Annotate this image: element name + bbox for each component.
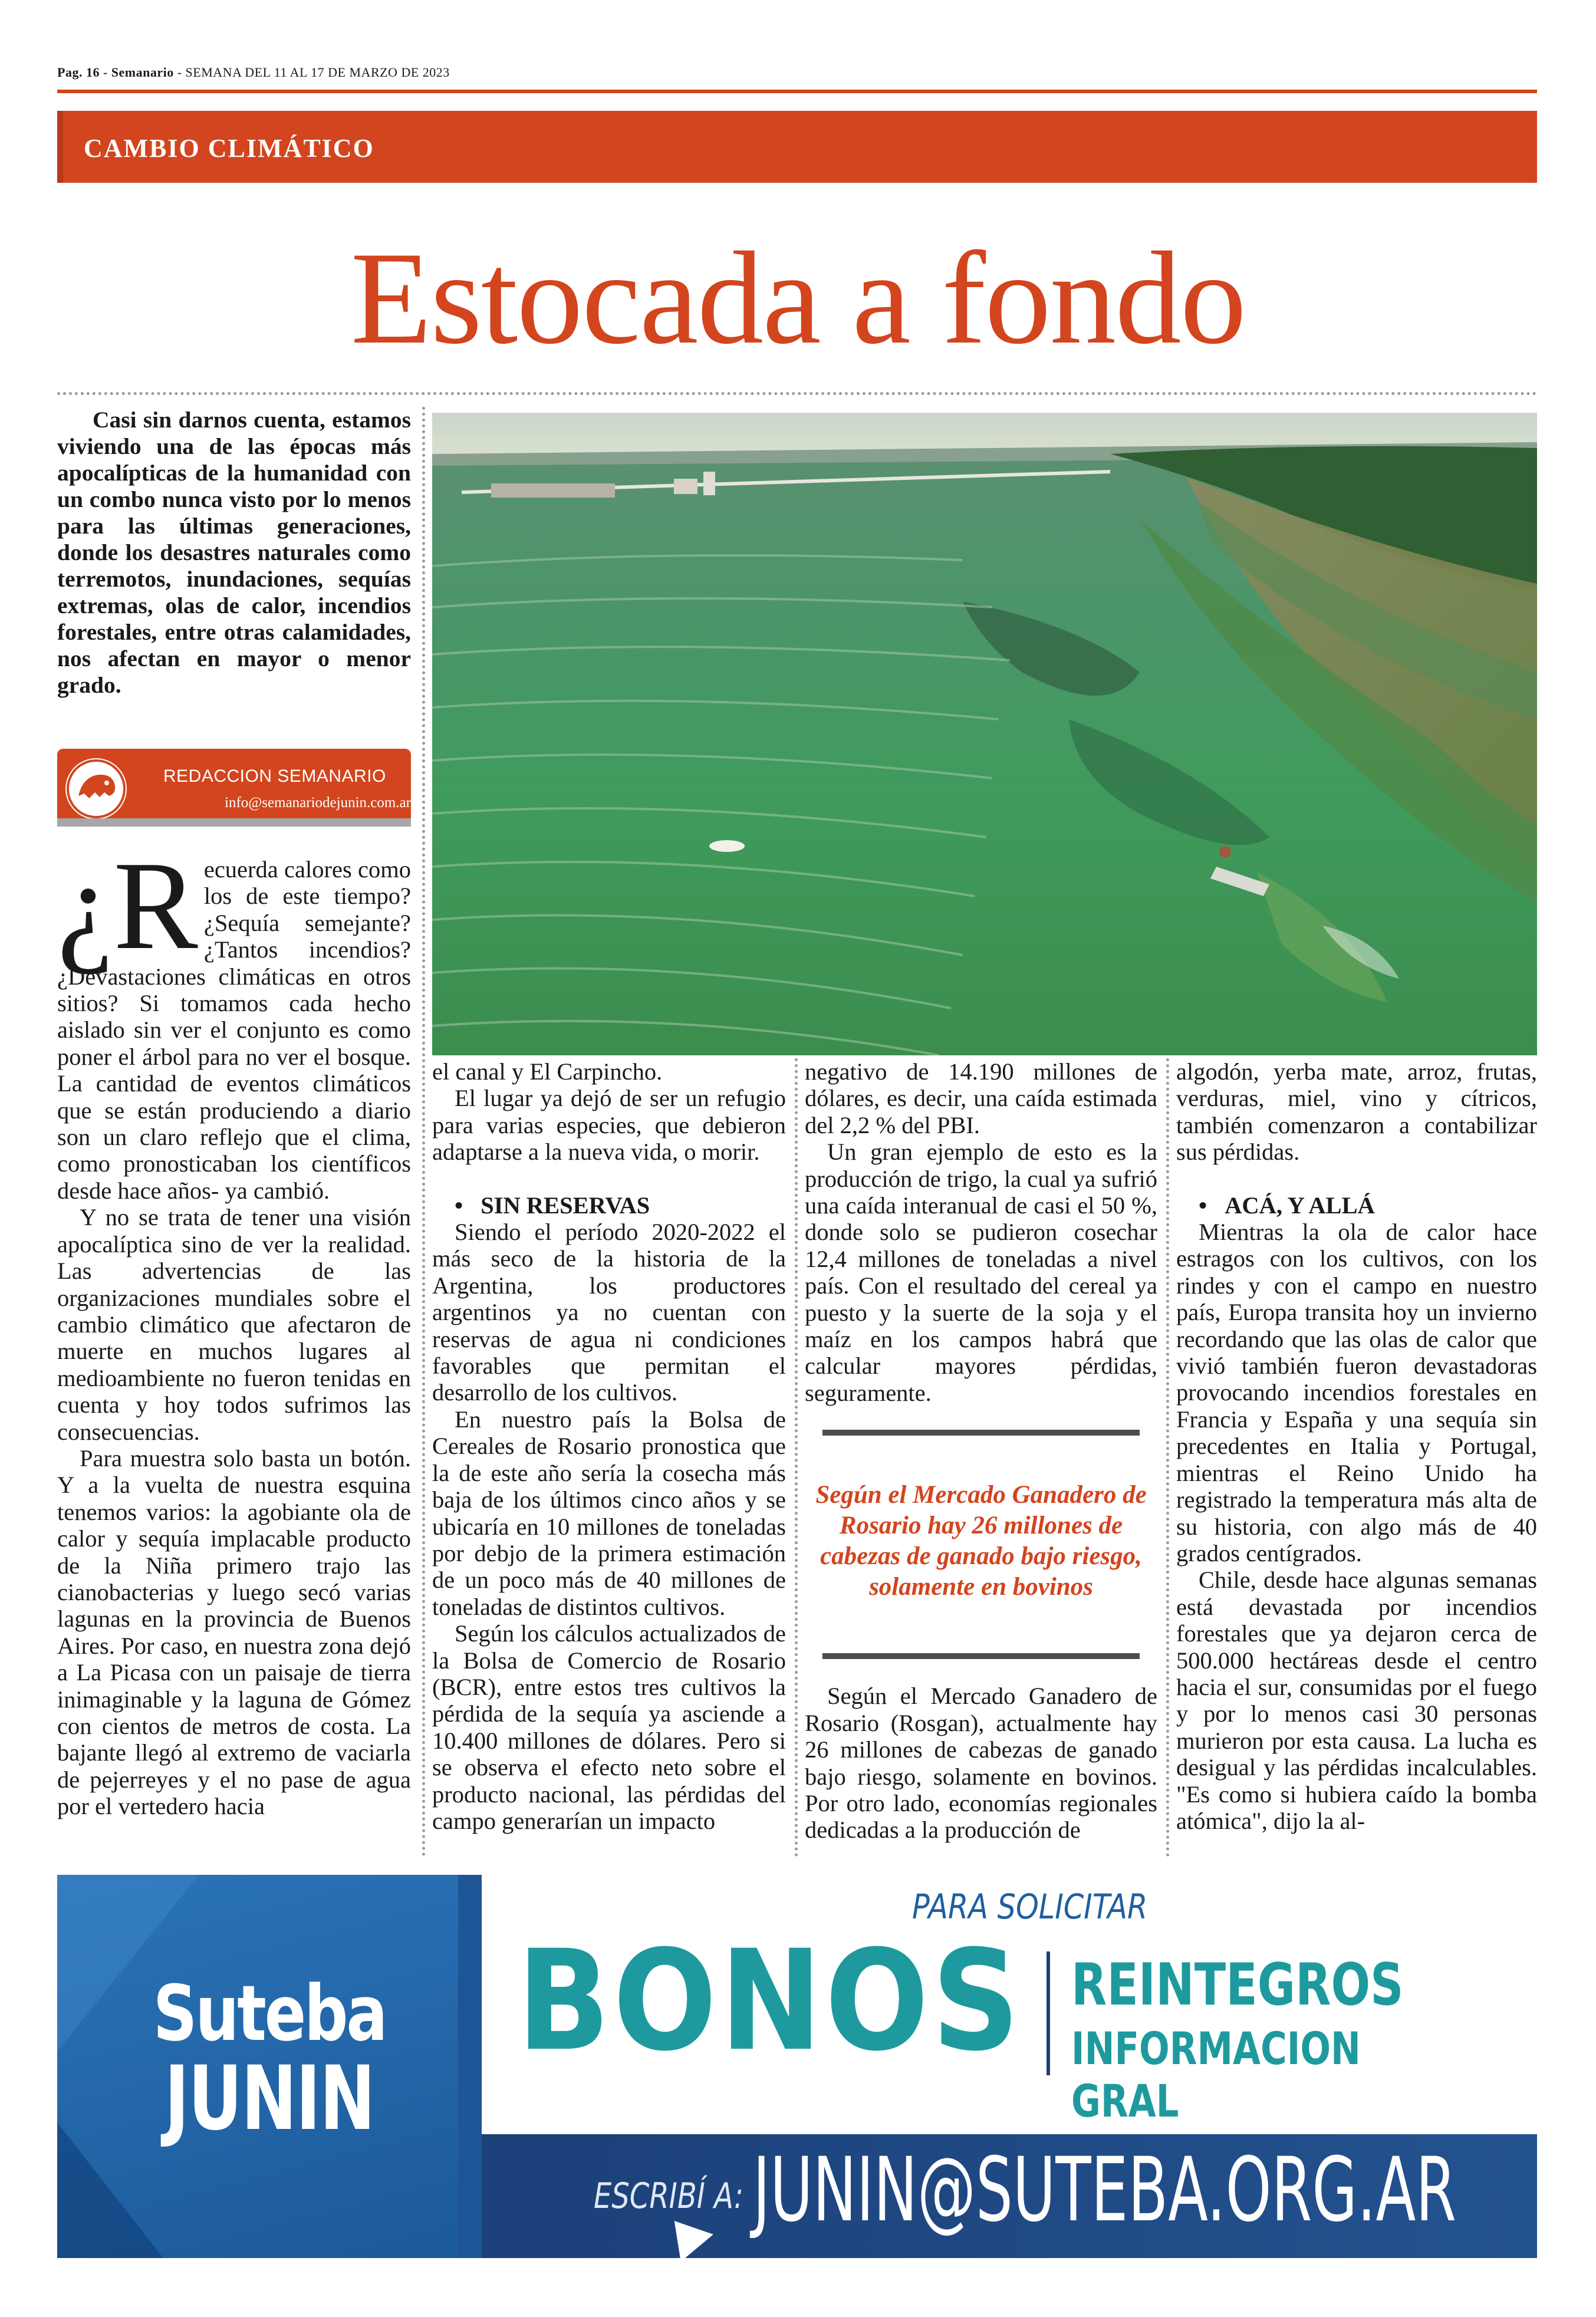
article-paragraph: Un gran ejemplo de esto es la producción de trigo, la cual ya sufrió una caída interanual de casi el 50 %, donde solo se pudieron cosechar 12,4 millones de toneladas a nivel país. Con el resultado del cereal ya puesto y la suerte de la soja y el maíz en los campos habrá que calcular mayores pérdidas, seguramente.: [805, 1138, 1157, 1406]
byline-email[interactable]: info@semanariodejunin.com.ar: [225, 795, 411, 811]
section-subhead: • ACÁ, Y ALLÁ: [1176, 1192, 1537, 1219]
headline: Estocada a fondo: [350, 224, 1246, 371]
folio-separator: -: [99, 65, 111, 80]
ad-brand-line1: Suteba: [153, 1969, 386, 2058]
ad-divider: [1047, 1951, 1050, 2075]
page-number: Pag. 16: [57, 65, 100, 80]
ad-bonos: BONOS: [517, 1921, 1023, 2082]
ad-informacion: INFORMACION GRAL: [1071, 2022, 1361, 2127]
article-column-2: [432, 1058, 786, 1834]
ad-email[interactable]: JUNIN@SUTEBA.ORG.AR: [753, 2139, 1457, 2242]
edition-date: - SEMANA DEL 11 AL 17 DE MARZO DE 2023: [173, 65, 450, 80]
suteba-advertisement[interactable]: [57, 1875, 1537, 2258]
pull-quote-rule-top: [822, 1430, 1140, 1436]
section-bar: [57, 111, 1537, 183]
byline-box: [57, 749, 411, 827]
article-paragraph: el canal y El Carpincho.: [432, 1058, 663, 1085]
paragraph-text: ecuerda calores como los de este tiempo? ¿Sequía semejante? ¿Tantos incendios? ¿Devastaciones climáticas en otros sitios? Si tomamos cada hecho aislado sin ver el conjunto es como poner el árbol para no ver el bosque. La cantidad de eventos climáticos que se están produciendo a diario son un claro reflejo que el clima, como pronosticaban los científicos desde hace años- ya cambió.: [57, 856, 411, 1204]
headline-divider: [57, 392, 1537, 395]
article-paragraph: Siendo el período 2020-2022 el más seco de la historia de la Argentina, los productores argentinos ya no cuentan con reservas de agua ni condiciones favorables que permitan el desarrollo de los cultivos.: [432, 1219, 786, 1406]
byline-name: REDACCION SEMANARIO: [163, 766, 386, 786]
column-separator: [422, 407, 425, 1857]
newspaper-logo-icon: [65, 758, 127, 819]
article-paragraph: [57, 835, 411, 1204]
folio-rule: [57, 90, 1537, 93]
folio-line: [57, 65, 1537, 80]
section-subhead: • SIN RESERVAS: [432, 1192, 786, 1219]
article-paragraph: El lugar ya dejó de ser un refugio para varias especies, que debieron adaptarse a la nueva vida, o morir.: [432, 1085, 786, 1166]
column-separator: [795, 1058, 798, 1857]
article-paragraph: Para muestra solo basta un botón. Y a la vuelta de nuestra esquina tenemos varios: la agobiante ola de calor y sequía implacable producto de la Niña primero trajo las cianobacterias y luego secó varias lagunas en la provincia de Buenos Aires. Por caso, en nuestra zona dejó a La Picasa con un paisaje de tierra inimaginable y la laguna de Gómez con cientos de metros de costa. La bajante llegó al extremo de vaciarla de pejerreyes y el no pase de agua por el vertedero hacia: [57, 1444, 411, 1820]
lagoon-aerial-photo: [432, 413, 1537, 1055]
column-separator: [1166, 1058, 1169, 1857]
section-label: CAMBIO CLIMÁTICO: [84, 134, 374, 163]
article-paragraph: Mientras la ola de calor hace estragos con los cultivos, con los rindes y con el campo en nuestro país, Europa transita hoy un invierno recordando que las olas de calor que vivió también fueron devastadoras provocando incendios forestales en Francia y España y una sequía sin precedentes en Italia y Portugal, mientras el Reino Unido ha registrado la temperatura más alta de su historia, con algo más de 40 grados centígrados.: [1176, 1219, 1537, 1566]
article-paragraph: Según el Mercado Ganadero de Rosario (Rosgan), actualmente hay 26 millones de cabezas de ganado bajo riesgo, solamente en bovinos. Por otro lado, economías regionales dedicadas a la producción de: [805, 1683, 1157, 1844]
article-column-1: [57, 835, 411, 1820]
pull-quote-text: Según el Mercado Ganadero de Rosario hay 26 millones de cabezas de ganado bajo riesgo, solamente en bovinos: [815, 1481, 1147, 1601]
article-paragraph: Chile, desde hace algunas semanas está devastada por incendios forestales que ya dejaron cerca de 500.000 hectáreas desde el centro hacia el sur, consumidas por el fuego y por lo menos casi 30 personas murieron por esta causa. La lucha es desigual y las pérdidas incalculables. "Es como si hubiera caído la bomba atómica", dijo la al-: [1176, 1566, 1537, 1834]
ad-brand: [116, 1969, 423, 2150]
article-column-3: [805, 1058, 1157, 1844]
article-paragraph: Según los cálculos actualizados de la Bolsa de Comercio de Rosario (BCR), entre estos tres cultivos la pérdida de la sequía ya asciende a 10.400 millones de dólares. Pero si se observa el efecto neto sobre el producto nacional, las pérdidas del campo generarían un impacto: [432, 1620, 786, 1834]
lead-paragraph: Casi sin darnos cuenta, estamos viviendo una de las épocas más apocalípticas de la humanidad con un combo nunca visto por lo menos para las últimas generaciones, donde los desastres naturales como terremotos, inundaciones, sequías extremas, olas de calor, incendios forestales, entre otras calamidades, nos afectan en mayor o menor grado.: [57, 407, 411, 698]
drop-cap: ¿R: [57, 835, 198, 976]
article-paragraph: negativo de 14.190 millones de dólares, es decir, una caída estimada del 2,2 % del PBI.: [805, 1058, 1157, 1138]
article-paragraph: En nuestro país la Bolsa de Cereales de Rosario pronostica que la de este año sería la cosecha más baja de los últimos cinco años y se ubicaría en 10 millones de toneladas por debjo de la primera estimación de un poco más de 40 millones de toneladas de distintos cultivos.: [432, 1406, 786, 1620]
newspaper-name: Semanario: [111, 65, 174, 80]
article-paragraph: algodón, yerba mate, arroz, frutas, verduras, miel, vino y cítricos, también comenzaron a contabilizar sus pérdidas.: [1176, 1058, 1537, 1166]
article-paragraph: Y no se trata de tener una visión apocalíptica sino de ver la realidad. Las advertencias de las organizaciones mundiales sobre el cambio climático que afectaron de muerte en muchos lugares al medioambiente no fueron tenidas en cuenta y hoy todos sufrimos las consecuencias.: [57, 1204, 411, 1445]
ad-tagline: PARA SOLICITAR: [912, 1887, 1148, 1927]
ad-brand-line2: JUNIN: [164, 2048, 374, 2150]
article-column-4: [1176, 1058, 1537, 1834]
section-bar-edge: [57, 111, 63, 183]
byline-underbar: [57, 818, 411, 827]
ad-escribi: ESCRIBÍ A:: [594, 2176, 744, 2217]
pull-quote-rule-bottom: [822, 1653, 1140, 1659]
pull-quote: [805, 1430, 1157, 1659]
ad-reintegros: REINTEGROS: [1071, 1951, 1404, 2019]
